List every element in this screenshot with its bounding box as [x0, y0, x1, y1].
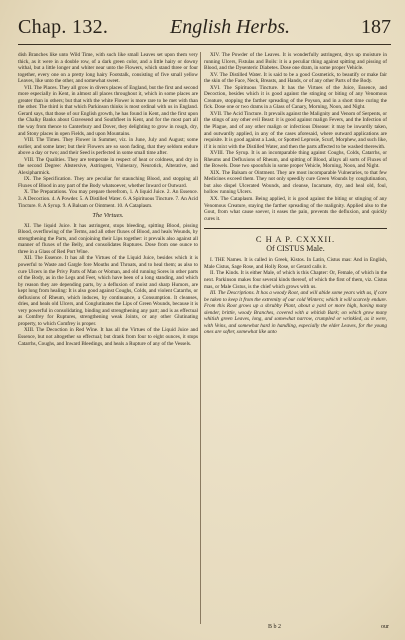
chapter-subtitle: Of CISTUS Male.	[266, 243, 325, 253]
paragraph: XX. The Cataplasm. Being applied, it is good against the biting or stinging of any Venomous Creature, staying the farther spreading of the malignity. Applied also to the Gout, from what cause soever, it eases the pain, prevents the defluxion, and quickly cures it.	[204, 196, 387, 222]
paragraph: X. The Preparations. You may prepare therefrom, 1. A liquid Juice. 2. An Essence. 3. A Decoction. 4. A Powder. 5. A Distilled Water. 6. A Spirituous Tincture. 7. An Acid Tincture. 8. A Syrup. 9. A Balsam or Ointment. 10. A Cataplasm.	[18, 189, 198, 209]
paragraph: XVIII. The Syrup. It is an incomparable thing against Coughs, Colds, Catarrhs, or Rheums and Defluxions of Rheum, and spitting of Blood, allays all sorts of Fluxes of the Bowels. Dose two spoonfuls in some proper Vehicle, Morning, Noon, and Night.	[204, 150, 387, 170]
page-title: English Herbs.	[170, 16, 290, 38]
right-column	[204, 52, 387, 624]
signature-mark: B b 2	[268, 624, 282, 630]
paragraph: VIII. The Times. They Flower in Summer, viz. in June, July and August; some earlier, and some later; but their Flowers are so soon fading, that they seldom endure above a day or two; and their Seed is perfected in some small time after.	[18, 137, 198, 157]
chapter-rule	[204, 228, 387, 229]
paragraph: XIV. The Powder of the Leaves. It is wonderfully astringent, drys up moisture in running Ulcers, Fistulas and Boils: it is a peculiar thing against spitting and pissing of Blood, and the Dysenteric Diabetes. Dose one dram, in some proper Vehicle.	[204, 52, 387, 72]
paragraph: VIII. The Qualities. They are temperate in respect of heat or coldness, and dry in the second Degree: Abstersive, Astringent, Vulnerary, Neurotick, Alterative, and Alexipharmick.	[18, 156, 198, 176]
paragraph: IX. The Specification. They are peculiar for staunching Blood, and stopping all Fluxes of Blood in any part of the Body whatsoever, whether Inward or Outward.	[18, 176, 198, 189]
page-number: 187	[361, 16, 391, 38]
paragraph: XIX. The Balsam or Ointment. They are most incomparable Vulneraries, to that few Medicines exceed them. They not only speedily cure Green Wounds by conglutination, but also dispel Ulcerated Wounds, and cleanse, Incarnate, dry, and heal old, foul, hollow running Ulcers.	[204, 169, 387, 196]
paragraph: XVII. The Acid Tincture. It prevails against the Malignity and Venom of Serpents, or the stings of any other evil Beast: it is good against malign Fevers, and the Infection of the Plague, and of any other malign or infectious Disease: it may be inwardly taken, and outwardly applied, in any of the cases aforesaid, where outward applications are requisite. It is good against a Lask, or Spotted Leprosie, Scurf, Morphew, and such like, if it is mixt with the Distilled Water, and then the parts affected to be washed therewith.	[204, 110, 387, 150]
paragraph: XIII. The Decoction in Red Wine. It has all the Virtues of the Liquid Juice and Essence, but not altogether so effectual; but drank from four to eight ounces, it stops Catarrhs, Coughs, and Inward Bleedings, and heals a Rupture of any of the Vessels.	[18, 327, 198, 347]
catchword: our	[381, 624, 389, 630]
chapter-heading: C H A P. CXXXII.	[255, 234, 336, 245]
left-column	[18, 52, 198, 624]
paragraph: III. The Descriptions. It has a woody Root, and will abide some years with us, if care be taken to keep it from the extremity of our cold Winters; which it will scarcely endure. From this Root grows up a shrubby Plant, about a yard or more high, having many slender, brittle, woody Branches, covered with a whitish Bark; on which grow many whitish green Leaves, long, and somewhat narrow, crumpled or wrinkled, as it were, with Veins, and somewhat hard in handling, especially the elder Leaves, for the young ones are softer, somewhat like unto	[204, 290, 387, 336]
section-heading: The Virtues.	[92, 212, 124, 220]
chapter-label: Chap. 132.	[18, 16, 109, 38]
column-divider	[200, 52, 201, 624]
paragraph: I. THE Names. It is called in Greek, Kistos. In Latin, Cistus mas: And in English, Male Cistus, Sage Rose, and Holly Rose, or Gerard calls it.	[204, 257, 387, 270]
paragraph: dish Branches like unto Wild Time, with such like small Leaves set upon them very thick, as it were in a double row, of a dark green color, and a little hairy or downy withal, but a little longer and whiter near unto the Flowers, which stand three or four together, every one on a pretty long hairy Footstalk, consisting of five small yellow Leaves, like unto the other, and somewhat sweet.	[18, 52, 198, 85]
paragraph: II. The Kinds. It is either Male, of which is this Chapter: Or, Female, of which in the next. Parkinson makes four several kinds thereof, of which the first of them, viz. Cistus mas, or Male Cistus, is the chief which grows with us.	[204, 270, 387, 290]
paragraph: XI. The liquid Juice. It has astringent, stops bleeding, spitting Blood, pissing Blood, overflowing of the Terms, and all other fluxes of Blood, and heals Wounds, by strengthening the Parts, and conjoining their Lips together: it prevails also against all manner of fluxes of the Belly, and consolidates Ruptures. Dose from one ounce to three in a Glass of Red Port Wine.	[18, 222, 198, 255]
paragraph: XV. The Distilled Water. It is said to be a good Cosmetick, to beautify or make fair the skin of the Face, Neck, Breasts, and Hands, or of any other Parts of the Body.	[204, 71, 387, 85]
paragraph: XII. The Essence. It has all the Virtues of the Liquid Juice, besides which it is powerful to Waste and Gargle fore Mouths and Throats, and to heal them; as also to cure Ulcers in the Privy Parts of Man or Woman, and old running Sores in other parts of the Body, as in the Legs and Feet, which have been of a long standing, and which by reason they are depending parts, by a defluxion of moist and sharp Humors, are kept long from healing: It is also good against Coughs, Colds, and violent Catarrhs, or defluxions of Rheum, which induces, by continuance, a Consumption. It cleanses, dries, and heals old Ulcers, and Conglutinates the Lips of Green Wounds, because it is very powerful in consolidating, binding and strengthening any part; and is as effectual as Comfrey for Ruptures, strengthening weak Joints, or any other Glutinating property, to which Comfrey is proper.	[18, 255, 198, 327]
running-header	[18, 14, 391, 45]
paragraph: XVI. The Spirituous Tincture. It has the Virtues of the Juice, Essence, and Decoction, besides which it is good against the stinging or biting of any Venomous Creature, stopping the farther spreading of the Poyson, and in a short time curing the fick. Dose one or two drams in a Glass of Canary, Morning, Noon, and Night.	[204, 84, 387, 111]
paragraph: VII. The Places. They all grow in divers places of England, but the first and second more especially in Kent, in almost all places throughout it, which in some places are greater than in others; but that with the white Flower is more rare to be met with than the other. The third is that which Parkinson thinks is most ordinal with us in England. Gerard says, that those of our English growth, he has found in Kent, and the first upon the Chalky Banks about Gravesend and Southfleet in Kent, and for the most part all the way from thence to Canterbury and Dover, they delighting to grow in rough, dry, and Stony places in open Fields, and upon Mountains.	[18, 84, 198, 137]
